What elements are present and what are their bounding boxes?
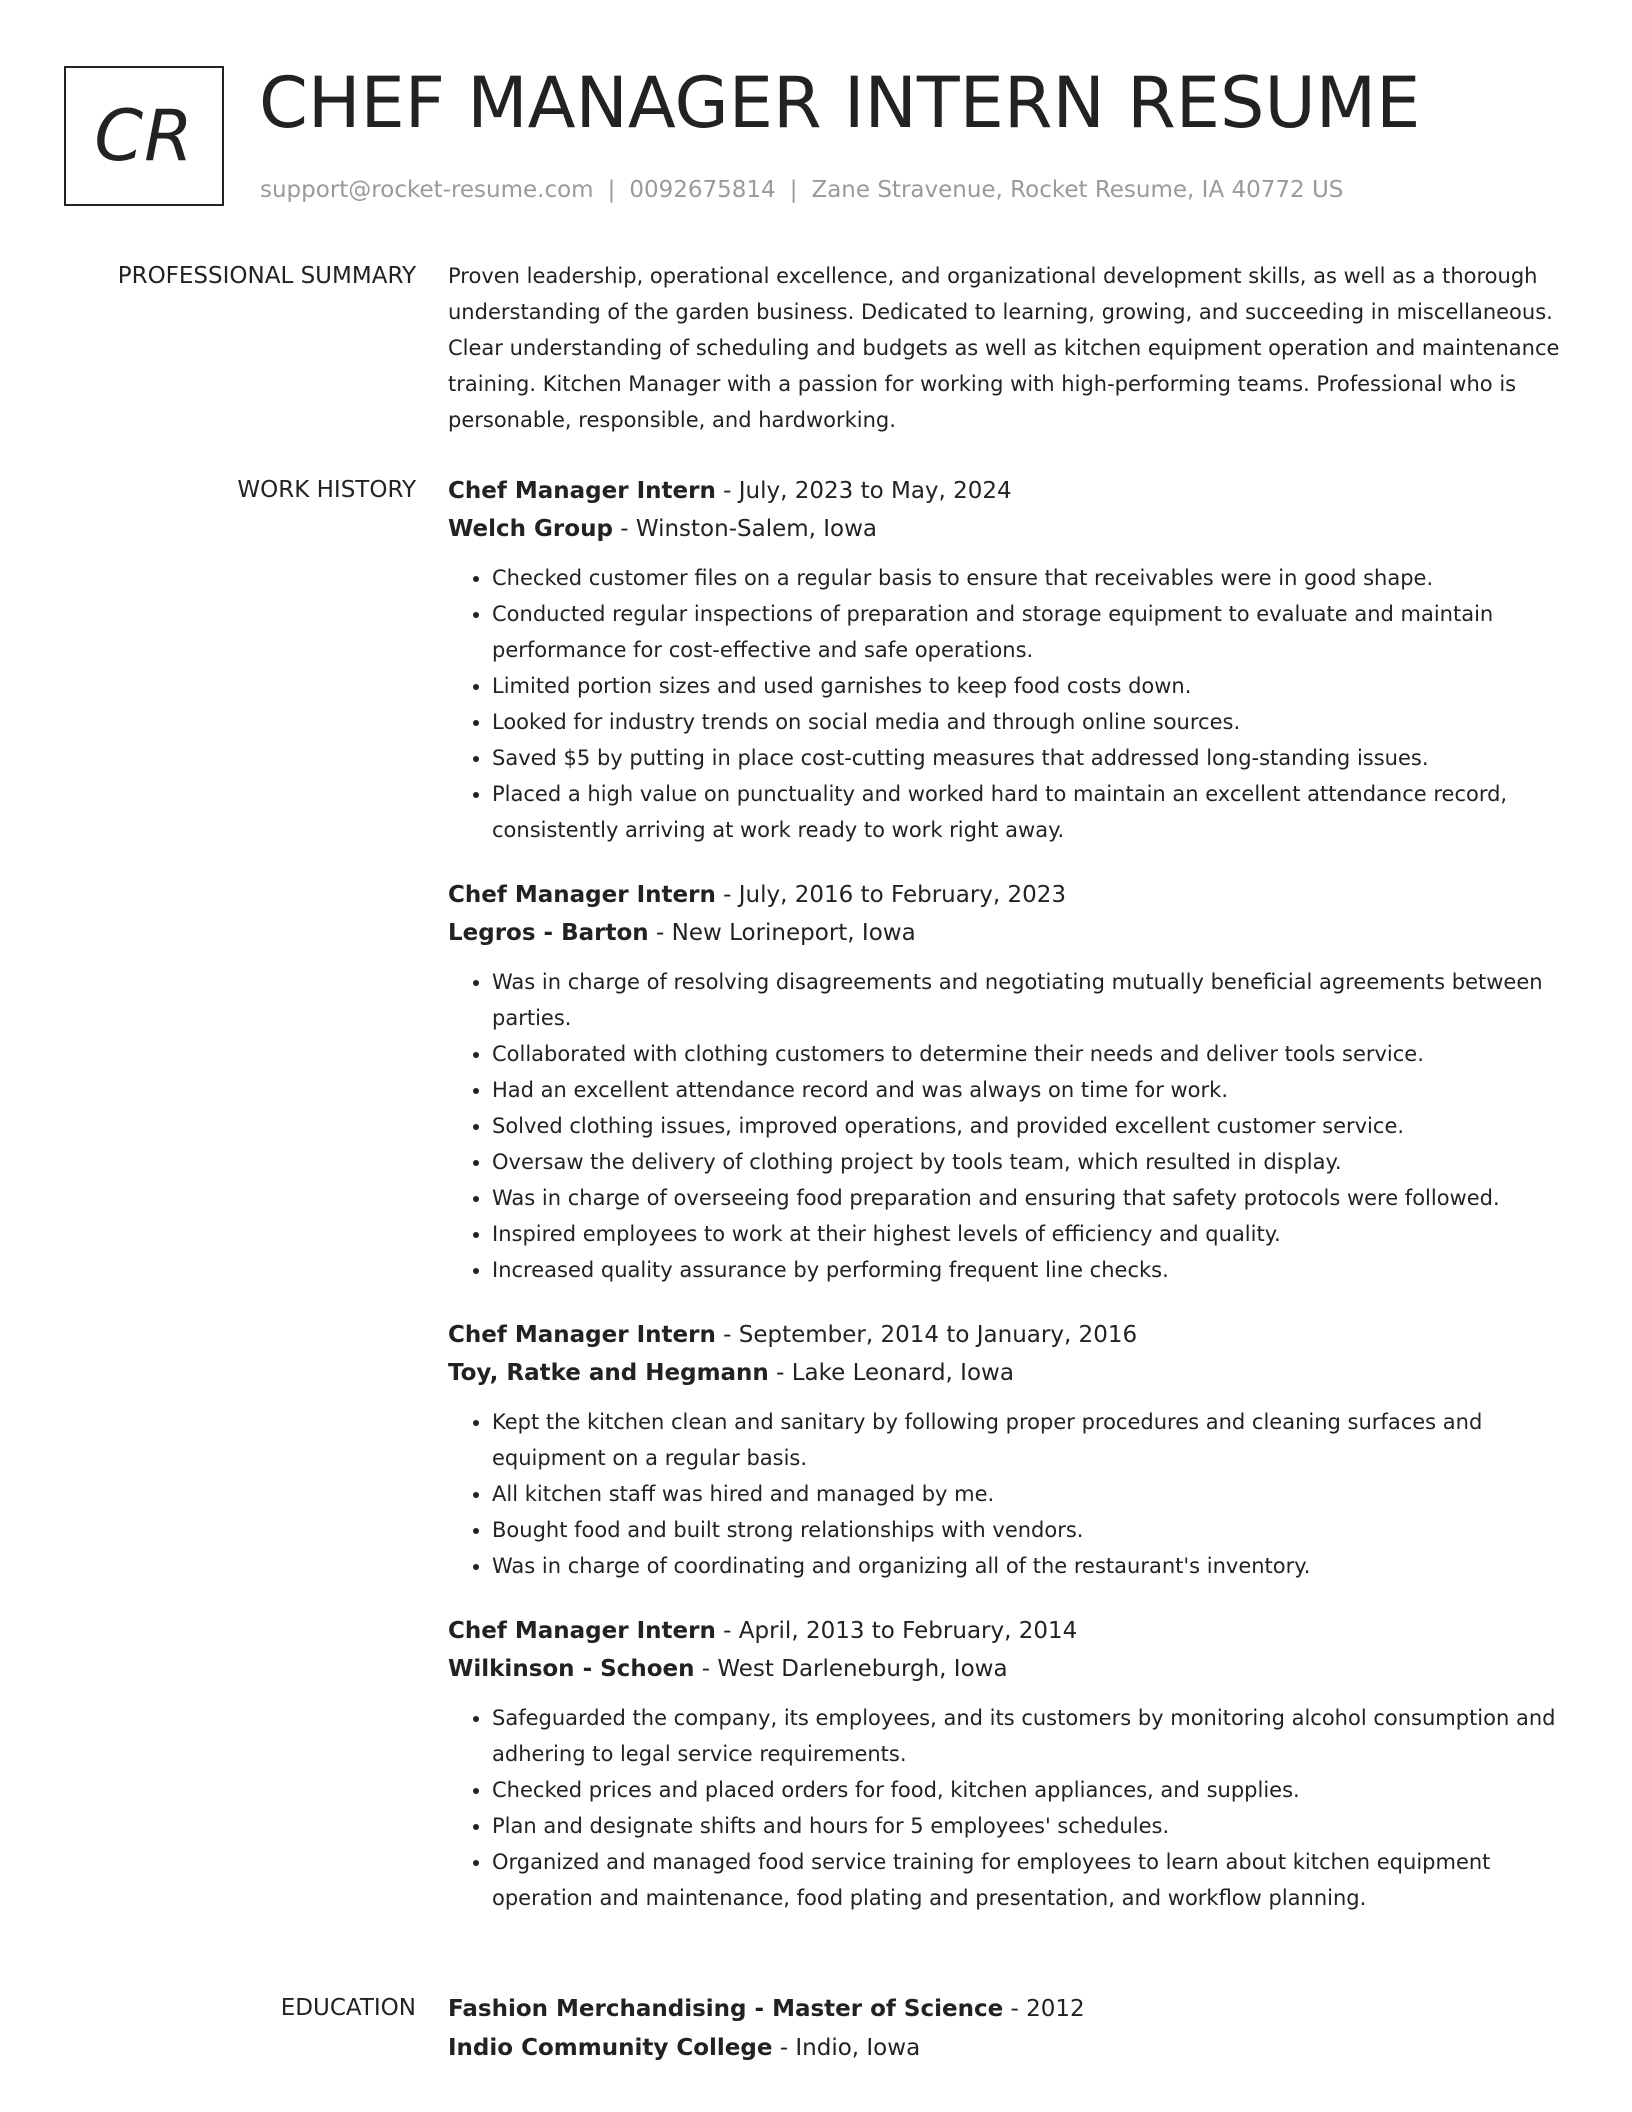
- monogram-logo: [64, 66, 224, 206]
- job-company-line: [448, 1650, 1578, 1688]
- job-bullet: • Plan and designate shifts and hours for 5 employees' schedules.: [492, 1808, 1578, 1844]
- job-location: - Winston-Salem, Iowa: [612, 516, 878, 542]
- job-entry: [448, 876, 1578, 1288]
- job-bullet: • Placed a high value on punctuality and worked hard to maintain an excellent attendance record, consistently arriving at work ready to work right away.: [492, 776, 1578, 848]
- job-entry: [448, 1316, 1578, 1584]
- job-bullet: • Limited portion sizes and used garnishes to keep food costs down.: [492, 668, 1578, 704]
- monogram-initials: CR: [94, 95, 194, 177]
- job-company-line: [448, 1354, 1578, 1392]
- job-bullet: • Was in charge of coordinating and organizing all of the restaurant's inventory.: [492, 1548, 1578, 1584]
- job-bullet: • Oversaw the delivery of clothing project by tools team, which resulted in display.: [492, 1144, 1578, 1180]
- job-title: Chef Manager Intern: [448, 882, 716, 908]
- education-school: Indio Community College: [448, 2035, 773, 2061]
- job-title-line: [448, 1612, 1578, 1650]
- job-company: Welch Group: [448, 516, 613, 542]
- education-degree-line: [448, 1990, 1578, 2029]
- job-dates: - September, 2014 to January, 2016: [715, 1322, 1138, 1348]
- job-bullet: • Bought food and built strong relationships with vendors.: [492, 1512, 1578, 1548]
- job-bullet: • Was in charge of overseeing food preparation and ensuring that safety protocols were followed.: [492, 1180, 1578, 1216]
- job-bullet: • Conducted regular inspections of preparation and storage equipment to evaluate and maintain performance for cost-effective and safe operations.: [492, 596, 1578, 668]
- job-dates: - July, 2016 to February, 2023: [715, 882, 1067, 908]
- job-title-line: [448, 876, 1578, 914]
- job-bullets: [448, 560, 1578, 848]
- education-year: - 2012: [1003, 1996, 1085, 2022]
- education-body: [448, 1990, 1578, 2068]
- job-title: Chef Manager Intern: [448, 478, 716, 504]
- contact-line: [260, 174, 1343, 206]
- job-bullets: [448, 1700, 1578, 1916]
- resume-title: CHEF MANAGER INTERN RESUME: [259, 62, 1421, 144]
- job-title-line: [448, 472, 1578, 510]
- job-company: Legros - Barton: [448, 920, 649, 946]
- summary-body: [448, 258, 1578, 438]
- job-bullet: • Checked customer files on a regular basis to ensure that receivables were in good shape.: [492, 560, 1578, 596]
- contact-separator: |: [789, 177, 798, 203]
- contact-email[interactable]: support@rocket-resume.com: [260, 177, 594, 203]
- job-entry: [448, 1612, 1578, 1916]
- contact-separator: |: [607, 177, 616, 203]
- work-history-heading: WORK HISTORY: [237, 477, 416, 503]
- job-bullet: • Safeguarded the company, its employees, and its customers by monitoring alcohol consumption and adhering to legal service requirements.: [492, 1700, 1578, 1772]
- job-company-line: [448, 914, 1578, 952]
- job-bullet: • Had an excellent attendance record and was always on time for work.: [492, 1072, 1578, 1108]
- job-bullet: • Saved $5 by putting in place cost-cutting measures that addressed long-standing issues.: [492, 740, 1578, 776]
- contact-phone[interactable]: 0092675814: [629, 177, 776, 203]
- job-entry: [448, 472, 1578, 848]
- education-school-line: [448, 2029, 1578, 2068]
- work-history-body: [448, 472, 1578, 1944]
- job-bullet: • All kitchen staff was hired and managed by me.: [492, 1476, 1578, 1512]
- job-dates: - April, 2013 to February, 2014: [715, 1618, 1078, 1644]
- job-bullet: • Collaborated with clothing customers to determine their needs and deliver tools service.: [492, 1036, 1578, 1072]
- job-bullets: [448, 1404, 1578, 1584]
- job-dates: - July, 2023 to May, 2024: [715, 478, 1012, 504]
- job-company: Toy, Ratke and Hegmann: [448, 1360, 769, 1386]
- job-bullet: • Inspired employees to work at their highest levels of efficiency and quality.: [492, 1216, 1578, 1252]
- contact-address: Zane Stravenue, Rocket Resume, IA 40772 US: [811, 177, 1344, 203]
- job-company: Wilkinson - Schoen: [448, 1656, 695, 1682]
- job-location: - New Lorineport, Iowa: [648, 920, 916, 946]
- job-title: Chef Manager Intern: [448, 1322, 716, 1348]
- job-bullet: • Increased quality assurance by performing frequent line checks.: [492, 1252, 1578, 1288]
- summary-heading: PROFESSIONAL SUMMARY: [117, 263, 416, 289]
- education-degree: Fashion Merchandising - Master of Science: [448, 1996, 1004, 2022]
- summary-text: Proven leadership, operational excellence, and organizational development skills, as well as a thorough understanding of the garden business. Dedicated to learning, growing, and succeeding in miscellaneous. Clear understanding of scheduling and budgets as well as kitchen equipment operation and maintenance training. Kitchen Manager with a passion for working with high-performing teams. Professional who is personable, responsible, and hardworking.: [448, 264, 1560, 432]
- job-bullet: • Was in charge of resolving disagreements and negotiating mutually beneficial agreements between parties.: [492, 964, 1578, 1036]
- education-heading: EDUCATION: [280, 1995, 416, 2021]
- job-company-line: [448, 510, 1578, 548]
- job-location: - West Darleneburgh, Iowa: [694, 1656, 1008, 1682]
- job-bullet: • Kept the kitchen clean and sanitary by following proper procedures and cleaning surfaces and equipment on a regular basis.: [492, 1404, 1578, 1476]
- job-bullet: • Looked for industry trends on social media and through online sources.: [492, 704, 1578, 740]
- job-title: Chef Manager Intern: [448, 1618, 716, 1644]
- job-bullet: • Organized and managed food service training for employees to learn about kitchen equipment operation and maintenance, food plating and presentation, and workflow planning.: [492, 1844, 1578, 1916]
- job-bullet: • Solved clothing issues, improved operations, and provided excellent customer service.: [492, 1108, 1578, 1144]
- education-location: - Indio, Iowa: [772, 2035, 921, 2061]
- job-title-line: [448, 1316, 1578, 1354]
- job-bullets: [448, 964, 1578, 1288]
- job-bullet: • Checked prices and placed orders for food, kitchen appliances, and supplies.: [492, 1772, 1578, 1808]
- job-location: - Lake Leonard, Iowa: [768, 1360, 1014, 1386]
